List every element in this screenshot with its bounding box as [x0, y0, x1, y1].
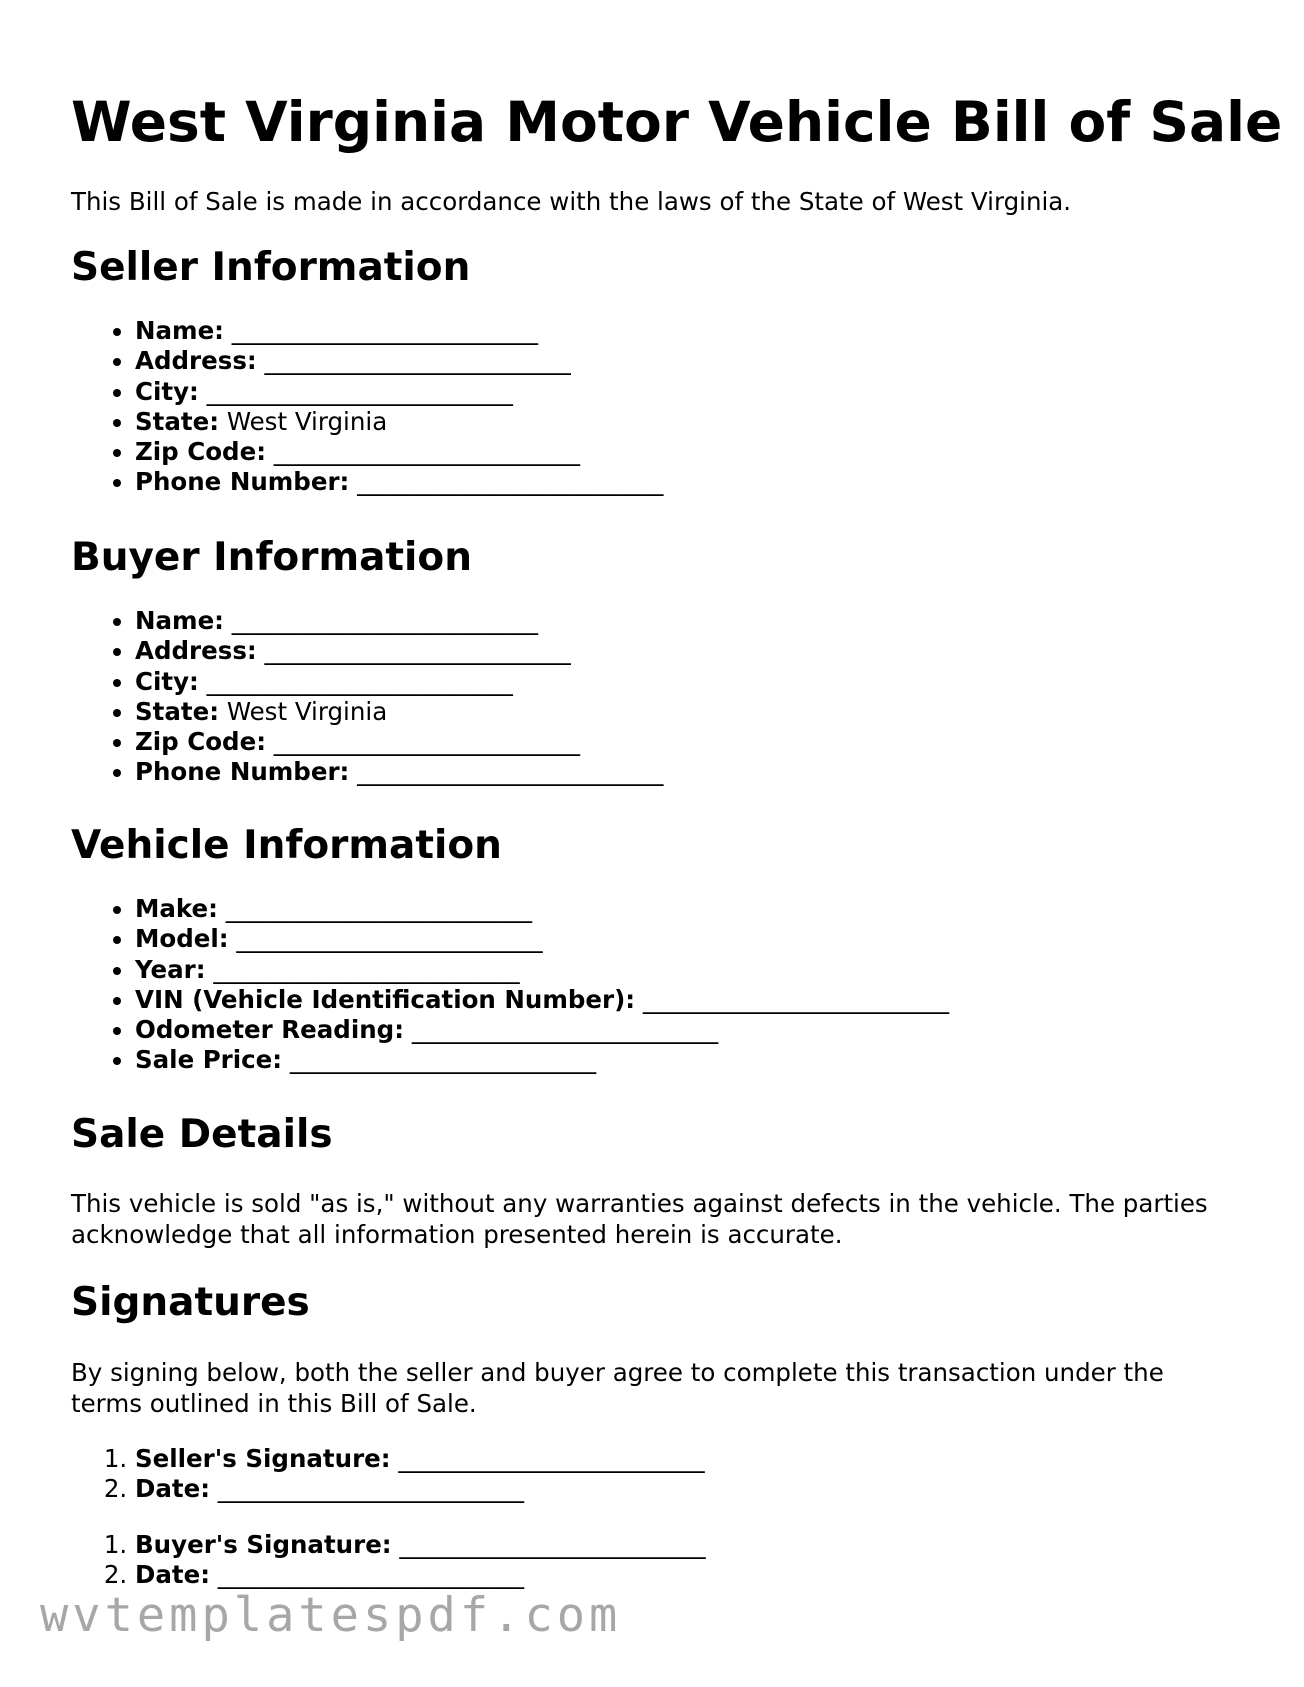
signature-line[interactable]: _________________________	[398, 1444, 705, 1473]
list-item	[135, 316, 663, 346]
field-value[interactable]: _________________________	[357, 467, 664, 497]
date-line[interactable]: _________________________	[217, 1474, 525, 1504]
list-item	[135, 1015, 949, 1045]
signature-line[interactable]: _________________________	[399, 1530, 706, 1559]
intro-text: This Bill of Sale is made in accordance with the laws of the State of West Virginia.	[71, 187, 1072, 216]
list-item	[135, 697, 663, 727]
seller-heading: Seller Information	[71, 245, 471, 290]
watermark: wvtemplatespdf.com	[40, 1588, 622, 1643]
field-label: Phone Number:	[135, 467, 350, 497]
field-label: State:	[135, 696, 220, 726]
list-item	[135, 757, 663, 787]
list-item	[135, 1444, 705, 1474]
field-value[interactable]: _________________________	[213, 954, 520, 984]
field-value[interactable]: _________________________	[236, 924, 543, 954]
field-label: State:	[135, 406, 220, 436]
buyer-heading: Buyer Information	[71, 535, 472, 580]
field-value[interactable]: _________________________	[225, 894, 533, 923]
field-label: City:	[135, 376, 199, 406]
field-label: Model:	[135, 924, 229, 954]
field-label: Odometer Reading:	[135, 1015, 405, 1045]
list-item	[135, 1474, 705, 1504]
vehicle-heading: Vehicle Information	[71, 823, 502, 868]
field-value[interactable]: _________________________	[642, 984, 950, 1014]
field-value: West Virginia	[226, 406, 388, 436]
list-item	[135, 467, 663, 497]
sale-details-heading: Sale Details	[71, 1112, 333, 1157]
list-item	[135, 667, 663, 697]
field-label: Date:	[135, 1560, 210, 1590]
list-item	[135, 377, 663, 407]
list-item	[135, 727, 663, 757]
list-item	[135, 1045, 949, 1075]
field-label: Make:	[135, 894, 218, 923]
field-value[interactable]: _________________________	[231, 606, 539, 635]
list-item	[135, 1530, 706, 1560]
field-label: Buyer's Signature:	[135, 1530, 392, 1559]
field-value[interactable]: _________________________	[357, 757, 664, 787]
field-label: Sale Price:	[135, 1045, 283, 1075]
page-title: West Virginia Motor Vehicle Bill of Sale	[71, 90, 1283, 154]
list-item	[135, 955, 949, 985]
field-value[interactable]: _________________________	[411, 1015, 719, 1045]
field-value[interactable]: _________________________	[289, 1045, 597, 1075]
list-item	[135, 985, 949, 1015]
buyer-list	[71, 606, 663, 788]
list-item	[135, 1560, 706, 1590]
vehicle-list	[71, 894, 949, 1076]
field-label: VIN (Vehicle Identification Number):	[135, 984, 636, 1014]
field-value[interactable]: _________________________	[273, 437, 581, 467]
list-item	[135, 636, 663, 666]
field-value[interactable]: _________________________	[231, 316, 539, 345]
field-label: City:	[135, 666, 199, 696]
field-label: Address:	[135, 636, 257, 666]
field-label: Date:	[135, 1474, 210, 1504]
date-line[interactable]: _________________________	[217, 1560, 525, 1590]
signatures-text: By signing below, both the seller and buyer agree to complete this transaction under the terms outlined in this Bill of Sale.	[71, 1358, 1164, 1418]
seller-list	[71, 316, 663, 498]
signatures-heading: Signatures	[71, 1280, 310, 1325]
field-label: Year:	[135, 954, 206, 984]
seller-signature-list	[71, 1444, 705, 1505]
field-label: Phone Number:	[135, 757, 350, 787]
field-label: Zip Code:	[135, 437, 266, 467]
field-value[interactable]: _________________________	[264, 636, 571, 666]
field-label: Seller's Signature:	[135, 1444, 391, 1473]
list-item	[135, 894, 949, 924]
field-label: Address:	[135, 346, 257, 376]
sale-details-text: This vehicle is sold "as is," without any warranties against defects in the vehicle. The parties acknowledge that all information presented herein is accurate.	[71, 1189, 1208, 1249]
field-value[interactable]: _________________________	[206, 666, 513, 696]
field-label: Name:	[135, 606, 224, 635]
field-value[interactable]: _________________________	[206, 376, 513, 406]
list-item	[135, 407, 663, 437]
field-label: Name:	[135, 316, 224, 345]
list-item	[135, 346, 663, 376]
field-label: Zip Code:	[135, 727, 266, 757]
list-item	[135, 924, 949, 954]
field-value[interactable]: _________________________	[273, 727, 581, 757]
field-value: West Virginia	[226, 696, 388, 726]
buyer-signature-list	[71, 1530, 706, 1591]
list-item	[135, 437, 663, 467]
field-value[interactable]: _________________________	[264, 346, 571, 376]
list-item	[135, 606, 663, 636]
